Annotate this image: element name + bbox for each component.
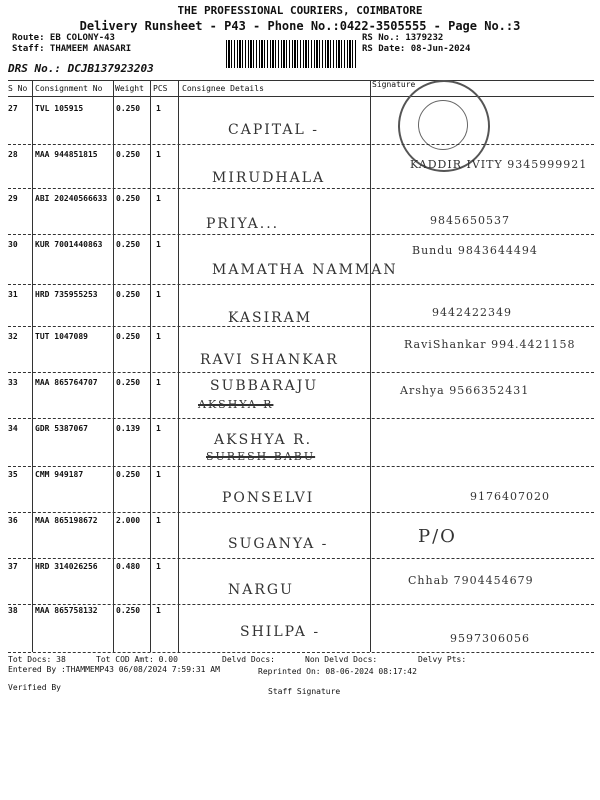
column-divider <box>113 80 114 652</box>
row-divider <box>8 512 594 513</box>
handwritten-name: SUGANYA - <box>228 536 329 552</box>
header-weight: Weight <box>115 84 144 93</box>
staff-signature: Staff Signature <box>268 687 341 696</box>
row-consignment: ABI 20240566633 <box>35 194 108 203</box>
handwritten-name: PONSELVI <box>222 490 315 506</box>
row-divider <box>8 284 594 285</box>
rs-date: RS Date: 08-Jun-2024 <box>362 44 471 54</box>
row-divider <box>8 558 594 559</box>
row-consignment: MAA 865764707 <box>35 378 98 387</box>
row-consignment: MAA 944851815 <box>35 150 98 159</box>
handwritten-name: MAMATHA NAMMAN <box>212 262 398 278</box>
handwritten-name: NARGU <box>228 582 294 598</box>
row-consignment: MAA 865758132 <box>35 606 98 615</box>
row-pcs: 1 <box>156 104 161 113</box>
verified-by: Verified By <box>8 683 61 692</box>
row-consignment: KUR 7001440863 <box>35 240 103 249</box>
handwritten-signature: 9442422349 <box>432 306 512 319</box>
column-divider <box>370 80 371 652</box>
row-consignment: TUT 1047089 <box>35 332 88 341</box>
row-consignment: HRD 314026256 <box>35 562 98 571</box>
row-sno: 28 <box>8 150 18 159</box>
column-divider <box>178 80 179 652</box>
column-divider <box>150 80 151 652</box>
handwritten-name: AKSHYA R. <box>214 432 313 448</box>
row-sno: 32 <box>8 332 18 341</box>
row-divider <box>8 418 594 419</box>
row-pcs: 1 <box>156 150 161 159</box>
row-pcs: 1 <box>156 290 161 299</box>
handwritten-name: PRIYA... <box>206 216 280 232</box>
document-title: THE PROFESSIONAL COURIERS, COIMBATORE <box>177 4 423 17</box>
row-weight: 0.250 <box>116 332 141 341</box>
row-weight: 0.250 <box>116 104 141 113</box>
handwritten-signature: 9597306056 <box>450 632 530 645</box>
row-sno: 29 <box>8 194 18 203</box>
row-divider <box>8 326 594 327</box>
handwritten-signature: P/O <box>418 526 457 547</box>
row-pcs: 1 <box>156 470 161 479</box>
header-pcs: PCS <box>153 84 168 93</box>
row-weight: 0.250 <box>116 290 141 299</box>
rs-number: RS No.: 1379232 <box>362 33 444 43</box>
row-weight: 0.250 <box>116 378 141 387</box>
handwritten-name: RAVI SHANKAR <box>200 352 339 368</box>
entered-by: Entered By :THAMMEMP43 06/08/2024 7:59:31 AM <box>8 665 220 674</box>
handwritten-signature: 9845650537 <box>430 214 510 227</box>
row-weight: 0.250 <box>116 194 141 203</box>
handwritten-signature: 9176407020 <box>470 490 550 503</box>
header-sno: S No <box>8 84 28 93</box>
row-pcs: 1 <box>156 424 161 433</box>
drs-number: DRS No.: DCJB137923203 <box>8 62 154 75</box>
row-sno: 35 <box>8 470 18 479</box>
row-weight: 0.250 <box>116 606 141 615</box>
table-top-rule <box>8 80 594 81</box>
row-sno: 37 <box>8 562 18 571</box>
row-sno: 30 <box>8 240 18 249</box>
row-sno: 33 <box>8 378 18 387</box>
reprinted-on: Reprinted On: 08-06-2024 08:17:42 <box>258 667 417 676</box>
column-divider <box>32 80 33 652</box>
handwritten-signature: RaviShankar 994.4421158 <box>404 338 576 351</box>
row-divider <box>8 466 594 467</box>
row-divider <box>8 372 594 373</box>
table-header-rule <box>8 96 594 97</box>
barcode <box>226 40 356 68</box>
row-pcs: 1 <box>156 194 161 203</box>
total-cod: Tot COD Amt: 0.00 <box>96 655 178 664</box>
staff-label: Staff: THAMEEM ANASARI <box>12 44 132 54</box>
header-consignee: Consignee Details <box>182 84 264 93</box>
handwritten-signature: Chhab 7904454679 <box>408 574 534 587</box>
total-docs: Tot Docs: 38 <box>8 655 66 664</box>
row-pcs: 1 <box>156 378 161 387</box>
handwritten-signature: KADDIR IVITY 9345999921 <box>410 158 588 171</box>
row-weight: 0.480 <box>116 562 141 571</box>
row-pcs: 1 <box>156 516 161 525</box>
row-consignment: TVL 105915 <box>35 104 84 113</box>
handwritten-name: KASIRAM <box>228 310 313 326</box>
row-pcs: 1 <box>156 332 161 341</box>
handwritten-name: SHILPA - <box>240 624 321 640</box>
handwritten-name: MIRUDHALA <box>212 170 326 186</box>
row-weight: 2.000 <box>116 516 141 525</box>
row-weight: 0.250 <box>116 240 141 249</box>
row-divider <box>8 188 594 189</box>
handwritten-signature: Bundu 9843644494 <box>412 244 538 257</box>
struck-name: AKSHYA R <box>198 398 274 411</box>
header-signature: Signature <box>372 80 416 89</box>
row-divider <box>8 234 594 235</box>
row-sno: 36 <box>8 516 18 525</box>
struck-name: SURESH BABU <box>206 450 316 463</box>
row-sno: 31 <box>8 290 18 299</box>
handwritten-name: CAPITAL - <box>228 122 319 138</box>
handwritten-name: SUBBARAJU <box>210 378 319 394</box>
row-consignment: CMM 949187 <box>35 470 84 479</box>
row-pcs: 1 <box>156 562 161 571</box>
row-sno: 27 <box>8 104 18 113</box>
row-consignment: GDR 5387067 <box>35 424 88 433</box>
row-divider <box>8 144 594 145</box>
row-sno: 38 <box>8 606 18 615</box>
handwritten-signature: Arshya 9566352431 <box>400 384 530 397</box>
row-divider <box>8 652 594 653</box>
row-weight: 0.250 <box>116 470 141 479</box>
route-label: Route: EB COLONY-43 <box>12 33 115 43</box>
non-delivered-docs: Non Delvd Docs: <box>305 655 378 664</box>
row-weight: 0.250 <box>116 150 141 159</box>
row-weight: 0.139 <box>116 424 141 433</box>
runsheet-subtitle: Delivery Runsheet - P43 - Phone No.:0422-3505555 - Page No.:3 <box>79 19 521 33</box>
row-divider <box>8 604 594 605</box>
row-pcs: 1 <box>156 606 161 615</box>
row-consignment: HRD 735955253 <box>35 290 98 299</box>
row-consignment: MAA 865198672 <box>35 516 98 525</box>
delivered-docs: Delvd Docs: <box>222 655 275 664</box>
delivery-points: Delvy Pts: <box>418 655 467 664</box>
row-sno: 34 <box>8 424 18 433</box>
row-pcs: 1 <box>156 240 161 249</box>
header-consignment: Consignment No <box>35 84 103 93</box>
